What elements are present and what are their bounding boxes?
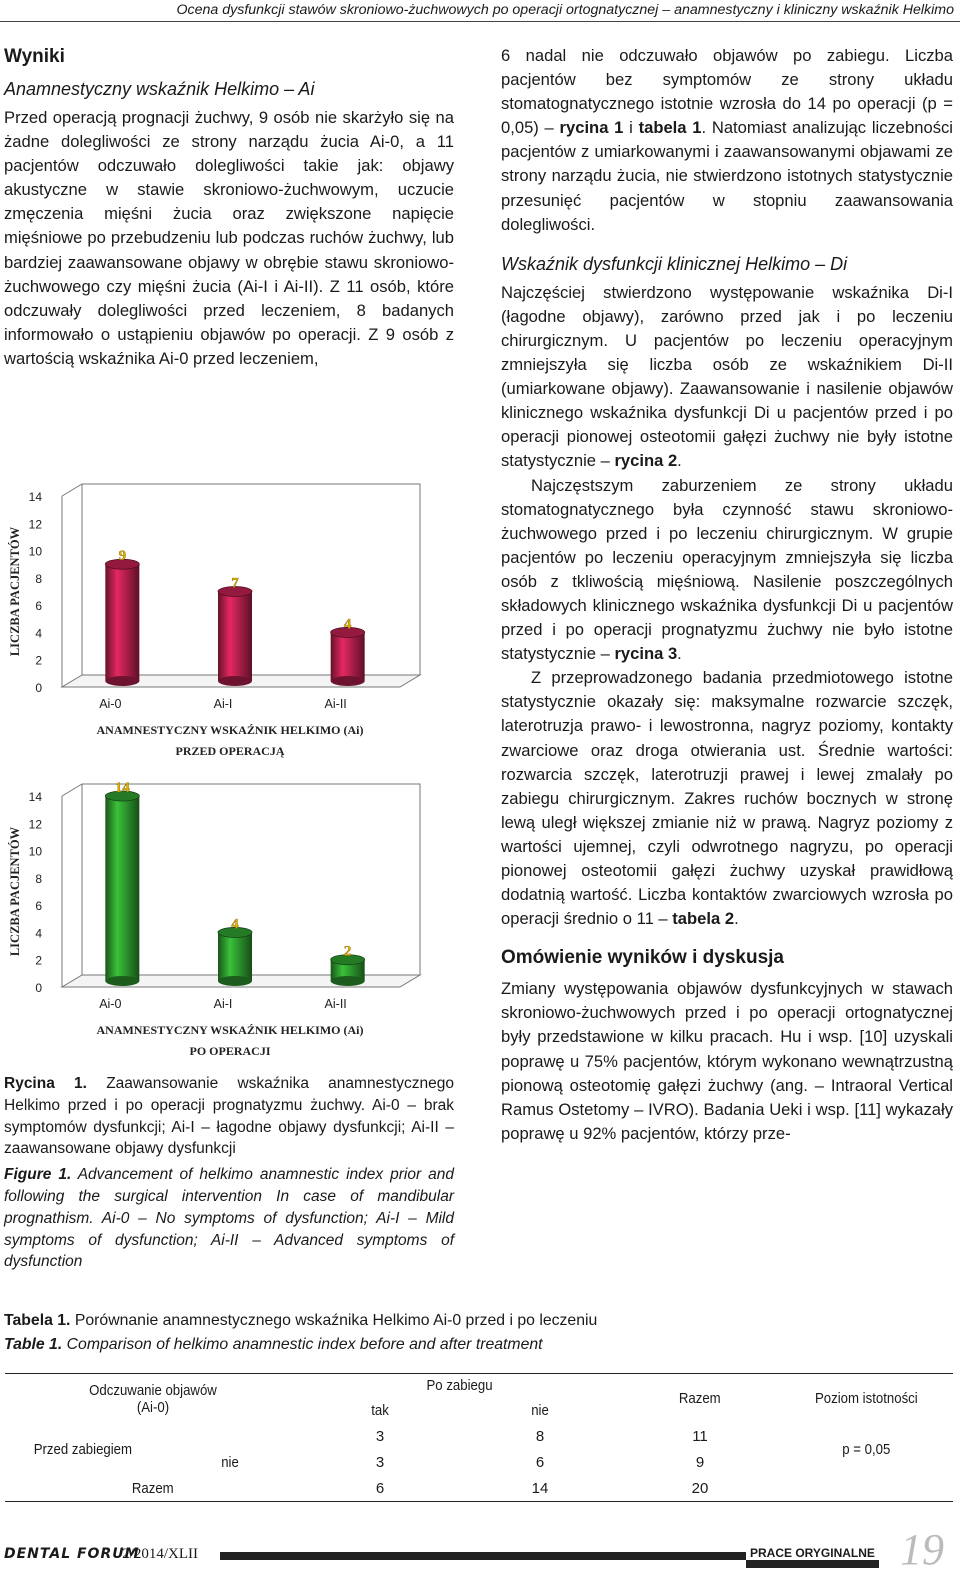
bar-body — [218, 932, 252, 981]
table-caption-pl-text: Porównanie anamnestycznego wskaźnika Helkimo Ai-0 przed i po leczeniu — [74, 1312, 598, 1329]
left-column — [4, 44, 454, 371]
x-category-label: Ai-0 — [99, 697, 122, 711]
bar-base — [331, 976, 365, 986]
bar-base — [218, 976, 252, 986]
x-axis-title: ANAMNESTYCZNY WSKAŹNIK HELKIMO (Ai) — [96, 1023, 364, 1037]
x-category-label: Ai-II — [324, 697, 347, 711]
bar-base — [331, 676, 365, 686]
figure-caption-pl-text: Zaawansowanie wskaźnika anamnestycznego Helkimo przed i po operacji prognatyzmu żuchwy. Ai-0 – brak symptomów dysfunkcji; Ai-I – łagodne objawy dysfunkcji; Ai-II – zaawansowane objawy dysfunkcji — [4, 1075, 454, 1158]
bar-value-label: 4 — [231, 916, 239, 933]
running-head-text: Ocena dysfunkcji stawów skroniowo-żuchwowych po operacji ortognatycznej – anamnestyczny i kliniczny wskaźnik Helkimo — [176, 2, 954, 18]
table-cell: 6 — [375, 1479, 385, 1497]
chart-bar — [105, 559, 139, 686]
page-footer — [0, 1525, 960, 1574]
journal-issue: /2/2014/XLII — [118, 1546, 198, 1562]
table-header-symptoms — [5, 1374, 300, 1424]
right-paragraph-5: Zmiany występowania objawów dysfunkcyjnych w stawach skroniowo-żuchwowych przed i po operacji ortognatycznej były przedstawione w kilku pracach. Hu i wsp. [10] uzyskali poprawę u 75% pacjentów, którym wykonano wewnątrzustną pionową osteotomię gałęzi żuchwy (ang. – Intraoral Vertical Ramus Ostetomy – IVRO). Badania Ueki i wsp. [11] wykazały poprawę u 92% pacjentów, którzy prze- — [501, 979, 953, 1143]
table-caption-pl-label: Tabela 1. — [4, 1312, 71, 1329]
bar-body — [331, 632, 365, 681]
figure-caption-en-text: Advancement of helkimo anamnestic index prior and following the surgical intervention In case of mandibular prognathism. Ai-0 – No symptoms of dysfunction; Ai-I – Mild symptoms of dysfunction; Ai-II – Advanced symptoms of dysfunction — [4, 1166, 454, 1271]
table-row-before-label — [5, 1424, 160, 1476]
ref-figure-3[interactable]: rycina 3 — [614, 644, 678, 664]
table-caption-pl — [4, 1309, 944, 1333]
table-cell: 6 — [535, 1454, 545, 1471]
figure-caption-pl — [4, 1073, 454, 1160]
ref-figure-2[interactable]: rycina 2 — [614, 451, 678, 471]
chart-bar — [218, 927, 252, 986]
y-tick-label: 4 — [35, 626, 42, 641]
y-axis-title: LICZBA PACJENTÓW — [8, 526, 22, 657]
bar-base — [218, 676, 252, 686]
table-header-level-text: Poziom istotności — [815, 1390, 918, 1408]
y-tick-label: 14 — [28, 790, 42, 804]
bar-base — [105, 676, 139, 686]
bar-body — [105, 564, 139, 681]
table-header-yes — [300, 1398, 460, 1424]
table-header-after-text: Po zabiegu — [426, 1377, 494, 1395]
figure-caption — [4, 1073, 454, 1273]
right-column — [501, 44, 953, 1146]
y-tick-label: 0 — [35, 681, 42, 695]
table-cell: 3 — [375, 1428, 385, 1445]
table-header-after — [300, 1374, 620, 1398]
chart-after-svg — [0, 770, 455, 1065]
table-p-value-text: p = 0,05 — [842, 1441, 891, 1458]
table-cell: 3 — [375, 1454, 385, 1471]
right-paragraph-1 — [501, 44, 953, 237]
anamnestic-index-heading: Anamnestyczny wskaźnik Helkimo – Ai — [4, 79, 315, 99]
p2-text: Najczęściej stwierdzono występowanie wskaźnika Di-I (łagodne objawy), zarówno przed jak i po leczeniu chirurgicznym. U pacjentów po leczeniu operacyjnym zmniejszyła się liczba osób ze wskaźnikiem Di-II (umiarkowane objawy). Zaawansowanie i nasilenie objawów klinicznego wskaźnika dysfunkcji Di u pacjentów przed i po operacji pionowej osteotomii gałęzi żuchwy nie były istotne statystycznie – — [501, 282, 953, 471]
bar-value-label: 14 — [114, 780, 130, 796]
table-header-no-text: nie — [531, 1402, 549, 1419]
table-row-before-text: Przed zabiegiem — [33, 1441, 132, 1458]
y-tick-label: 6 — [35, 899, 42, 914]
table-caption-en — [4, 1333, 944, 1357]
figure-caption-en-label: Figure 1. — [4, 1166, 72, 1184]
y-tick-label: 12 — [28, 517, 42, 532]
chart-before-surgery — [0, 470, 455, 760]
x-category-label: Ai-0 — [99, 997, 122, 1011]
y-tick-label: 10 — [28, 844, 42, 859]
table-cell: 20 — [691, 1479, 709, 1497]
table-cell: 9 — [695, 1454, 705, 1471]
table-header-no — [460, 1398, 620, 1424]
table-row-total-text: Razem — [131, 1479, 174, 1497]
journal-name: DENTAL FORUM — [4, 1546, 140, 1562]
ref-table-2[interactable]: tabela 2 — [672, 909, 735, 929]
page-number: 19 — [900, 1525, 944, 1574]
bar-value-label: 2 — [343, 943, 352, 960]
y-axis-title: LICZBA PACJENTÓW — [8, 826, 22, 957]
y-tick-label: 4 — [35, 926, 42, 941]
table-cell-p-value — [780, 1424, 953, 1476]
table-caption — [4, 1309, 944, 1357]
chart-side-wall-top — [62, 484, 82, 496]
table-caption-en-text: Comparison of helkimo anamnestic index before and after treatment — [66, 1336, 543, 1353]
table-row — [5, 1424, 953, 1450]
table-caption-en-label: Table 1. — [4, 1336, 63, 1353]
p1-text-a: 6 nadal nie odczuwało objawów po zabiegu. Liczba pacjentów bez symptomów ze strony układu stomatognatycznego istotnie wzrosła do 14 po operacji (p = 0,05) – — [501, 46, 953, 138]
table-r2-sub-text: nie — [221, 1454, 239, 1471]
y-tick-label: 6 — [35, 599, 42, 614]
x-axis-subtitle: PO OPERACJI — [189, 1044, 271, 1058]
ref-table-1[interactable]: tabela 1 — [638, 118, 702, 138]
y-tick-label: 12 — [28, 817, 42, 832]
right-paragraph-2: Najczęściej stwierdzono występowanie wskaźnika Di-I (łagodne objawy), zarówno przed jak i po leczeniu chirurgicznym. U pacjentów po leczeniu operacyjnym zmniejszyła się liczba osób ze wskaźnikiem Di-II (umiarkowane objawy). Zaawansowanie i nasilenie objawów klinicznego wskaźnika dysfunkcji Di u pacjentów przed i po operacji pionowej osteotomii gałęzi żuchwy nie były istotne statystycznie – rycina 2. — [501, 282, 953, 471]
table-cell: 11 — [692, 1428, 708, 1445]
y-tick-label: 2 — [35, 953, 42, 968]
table-header-total-text: Razem — [679, 1390, 721, 1408]
table-header-symptoms-text: Odczuwanie objawów (Ai-0) — [88, 1381, 217, 1416]
p3-text: Najczęstszym zaburzeniem ze strony układu stomatognatycznego była czynność stawu skroniowo-żuchwowego przed i po leczeniu chirurgicznym. W grupie pacjentów po leczeniu operacyjnym zmniejszyła się liczba osób z tkliwością mięśniową. Nasilenie poszczególnych składowych klinicznego wskaźnika dysfunkcji Di u pacjentów przed i po operacji prognatyzmu żuchwy nie było istotne statystycznie – — [501, 475, 953, 664]
figure-caption-en — [4, 1164, 454, 1273]
y-tick-label: 2 — [35, 653, 42, 668]
comparison-table — [5, 1373, 953, 1502]
table-cell: 14 — [531, 1479, 549, 1497]
y-tick-label: 10 — [28, 544, 42, 559]
table-header-total — [620, 1374, 780, 1424]
clinical-index-heading: Wskaźnik dysfunkcji klinicznej Helkimo – Di — [501, 253, 848, 274]
table-cell-sub — [160, 1424, 300, 1450]
results-paragraph: Przed operacją prognacji żuchwy, 9 osób nie skarżyło się na żadne dolegliwości ze strony narządu żucia Ai-0, a 11 pacjentów odczuwało dolegliwości takie jak: objawy akustyczne w stawie skroniowo-żuchwowym, uczucie zmęczenia mięśni żucia oraz zwiększone napięcie mięśniowe po przebudzeniu lub podczas ruchów żuchwy, lub bardziej zaawansowane objawy w obrębie stawu skroniowo-żuchwowego czy mięśni żucia (Ai-I i Ai-II). Z 11 osób, które odczuwały dolegliwości przed leczeniem, 8 badanych informowało o ustąpieniu objawów po operacji. Z 9 osób z wartością wskaźnika Ai-0 przed leczeniem, — [4, 108, 454, 368]
table-header-yes-text: tak — [371, 1402, 389, 1419]
bar-body — [105, 796, 139, 981]
ref-figure-1[interactable]: rycina 1 — [559, 118, 624, 138]
discussion-heading: Omówienie wyników i dyskusja — [501, 947, 784, 969]
p1-text-b: . Natomiast analizując liczebności pacjentów z umiarkowanymi i zaawansowanymi objawami ze strony narządu żucia, nie stwierdzono istotnych statystycznie przesunięć pacjentów w stopniu zaawansowania dolegliwości. — [501, 118, 953, 234]
bar-value-label: 7 — [231, 575, 239, 592]
right-paragraph-4: Z przeprowadzonego badania przedmiotowego istotne statystycznie okazały się: maksymalne rozwarcie szczęk, laterotruzja prawo- i lewostronna, nagryz poziomy, kontakty zwarciowe oraz droga otwierania ust. Średnie wartości: rozwarcia szczęk, laterotruzji prawej i lewej zmalały po zabiegu chirurgicznym. Zakres ruchów bocznych w stronę lewą uległ większej zmianie niż w prawą. Nagryz poziomy z wartości ujemnej, czyli odwrotnego nagryzu, po operacji pionowej osteotomii gałęzi żuchwy uzyskał prawidłową dodatnią wartość. Liczba kontaktów zwarciowych wzrosła po operacji średnio o 11 – tabela 2. — [501, 668, 953, 929]
right-paragraph-3: Najczęstszym zaburzeniem ze strony układu stomatognatycznego była czynność stawu skroniowo-żuchwowego przed i po leczeniu chirurgicznym. W grupie pacjentów po leczeniu operacyjnym zmniejszyła się liczba osób z tkliwością mięśniową. Nasilenie poszczególnych składowych klinicznego wskaźnika dysfunkcji Di u pacjentów przed i po operacji prognatyzmu żuchwy nie było istotne statystycznie – rycina 3. — [501, 475, 953, 664]
chart-after-surgery — [0, 770, 455, 1065]
bar-body — [218, 592, 252, 682]
table-row-total-label — [5, 1476, 300, 1502]
chart-bar — [331, 627, 365, 686]
table-cell-empty — [780, 1476, 953, 1502]
bar-base — [105, 976, 139, 986]
table-row — [5, 1476, 953, 1502]
bar-value-label: 9 — [118, 548, 127, 565]
table-header-row-1 — [5, 1374, 953, 1398]
chart-bar — [105, 791, 139, 986]
table-cell-sub — [160, 1450, 300, 1476]
x-axis-subtitle: PRZED OPERACJĄ — [175, 744, 285, 758]
table-cell: 8 — [535, 1428, 545, 1445]
bar-value-label: 4 — [343, 616, 352, 633]
results-heading: Wyniki — [4, 46, 65, 67]
x-category-label: Ai-I — [213, 997, 233, 1011]
chart-side-wall-top — [62, 784, 82, 796]
x-category-label: Ai-I — [213, 697, 233, 711]
x-category-label: Ai-II — [324, 997, 347, 1011]
x-axis-title: ANAMNESTYCZNY WSKAŹNIK HELKIMO (Ai) — [96, 723, 364, 737]
section-label: PRACE ORYGINALNE — [746, 1546, 879, 1568]
p4-text: Z przeprowadzonego badania przedmiotowego istotne statystycznie okazały się: maksymalne rozwarcie szczęk, laterotruzja prawo- i lewostronna, nagryz poziomy, kontakty zwarciowe oraz droga otwierania ust. Średnie wartości: rozwarcia szczęk, laterotruzji prawej i lewej zmalały po zabiegu chirurgicznym. Zakres ruchów bocznych w stronę lewą uległ większej zmianie niż w prawą. Nagryz poziomy z wartości ujemnej, czyli odwrotnego nagryzu, po operacji pionowej osteotomii gałęzi żuchwy uzyskał prawidłową dodatnią wartość. Liczba kontaktów zwarciowych wzrosła po operacji średnio o 11 – — [501, 668, 953, 929]
chart-before-svg — [0, 470, 455, 760]
running-head — [0, 0, 960, 22]
y-tick-label: 8 — [35, 571, 42, 586]
y-tick-label: 0 — [35, 981, 42, 995]
footer-rule — [220, 1552, 746, 1560]
y-tick-label: 8 — [35, 871, 42, 886]
table-header-level — [780, 1374, 953, 1424]
y-tick-label: 14 — [28, 490, 42, 504]
figure-caption-pl-label: Rycina 1. — [4, 1075, 87, 1092]
p1-and: i — [623, 118, 639, 138]
chart-bar — [218, 587, 252, 687]
